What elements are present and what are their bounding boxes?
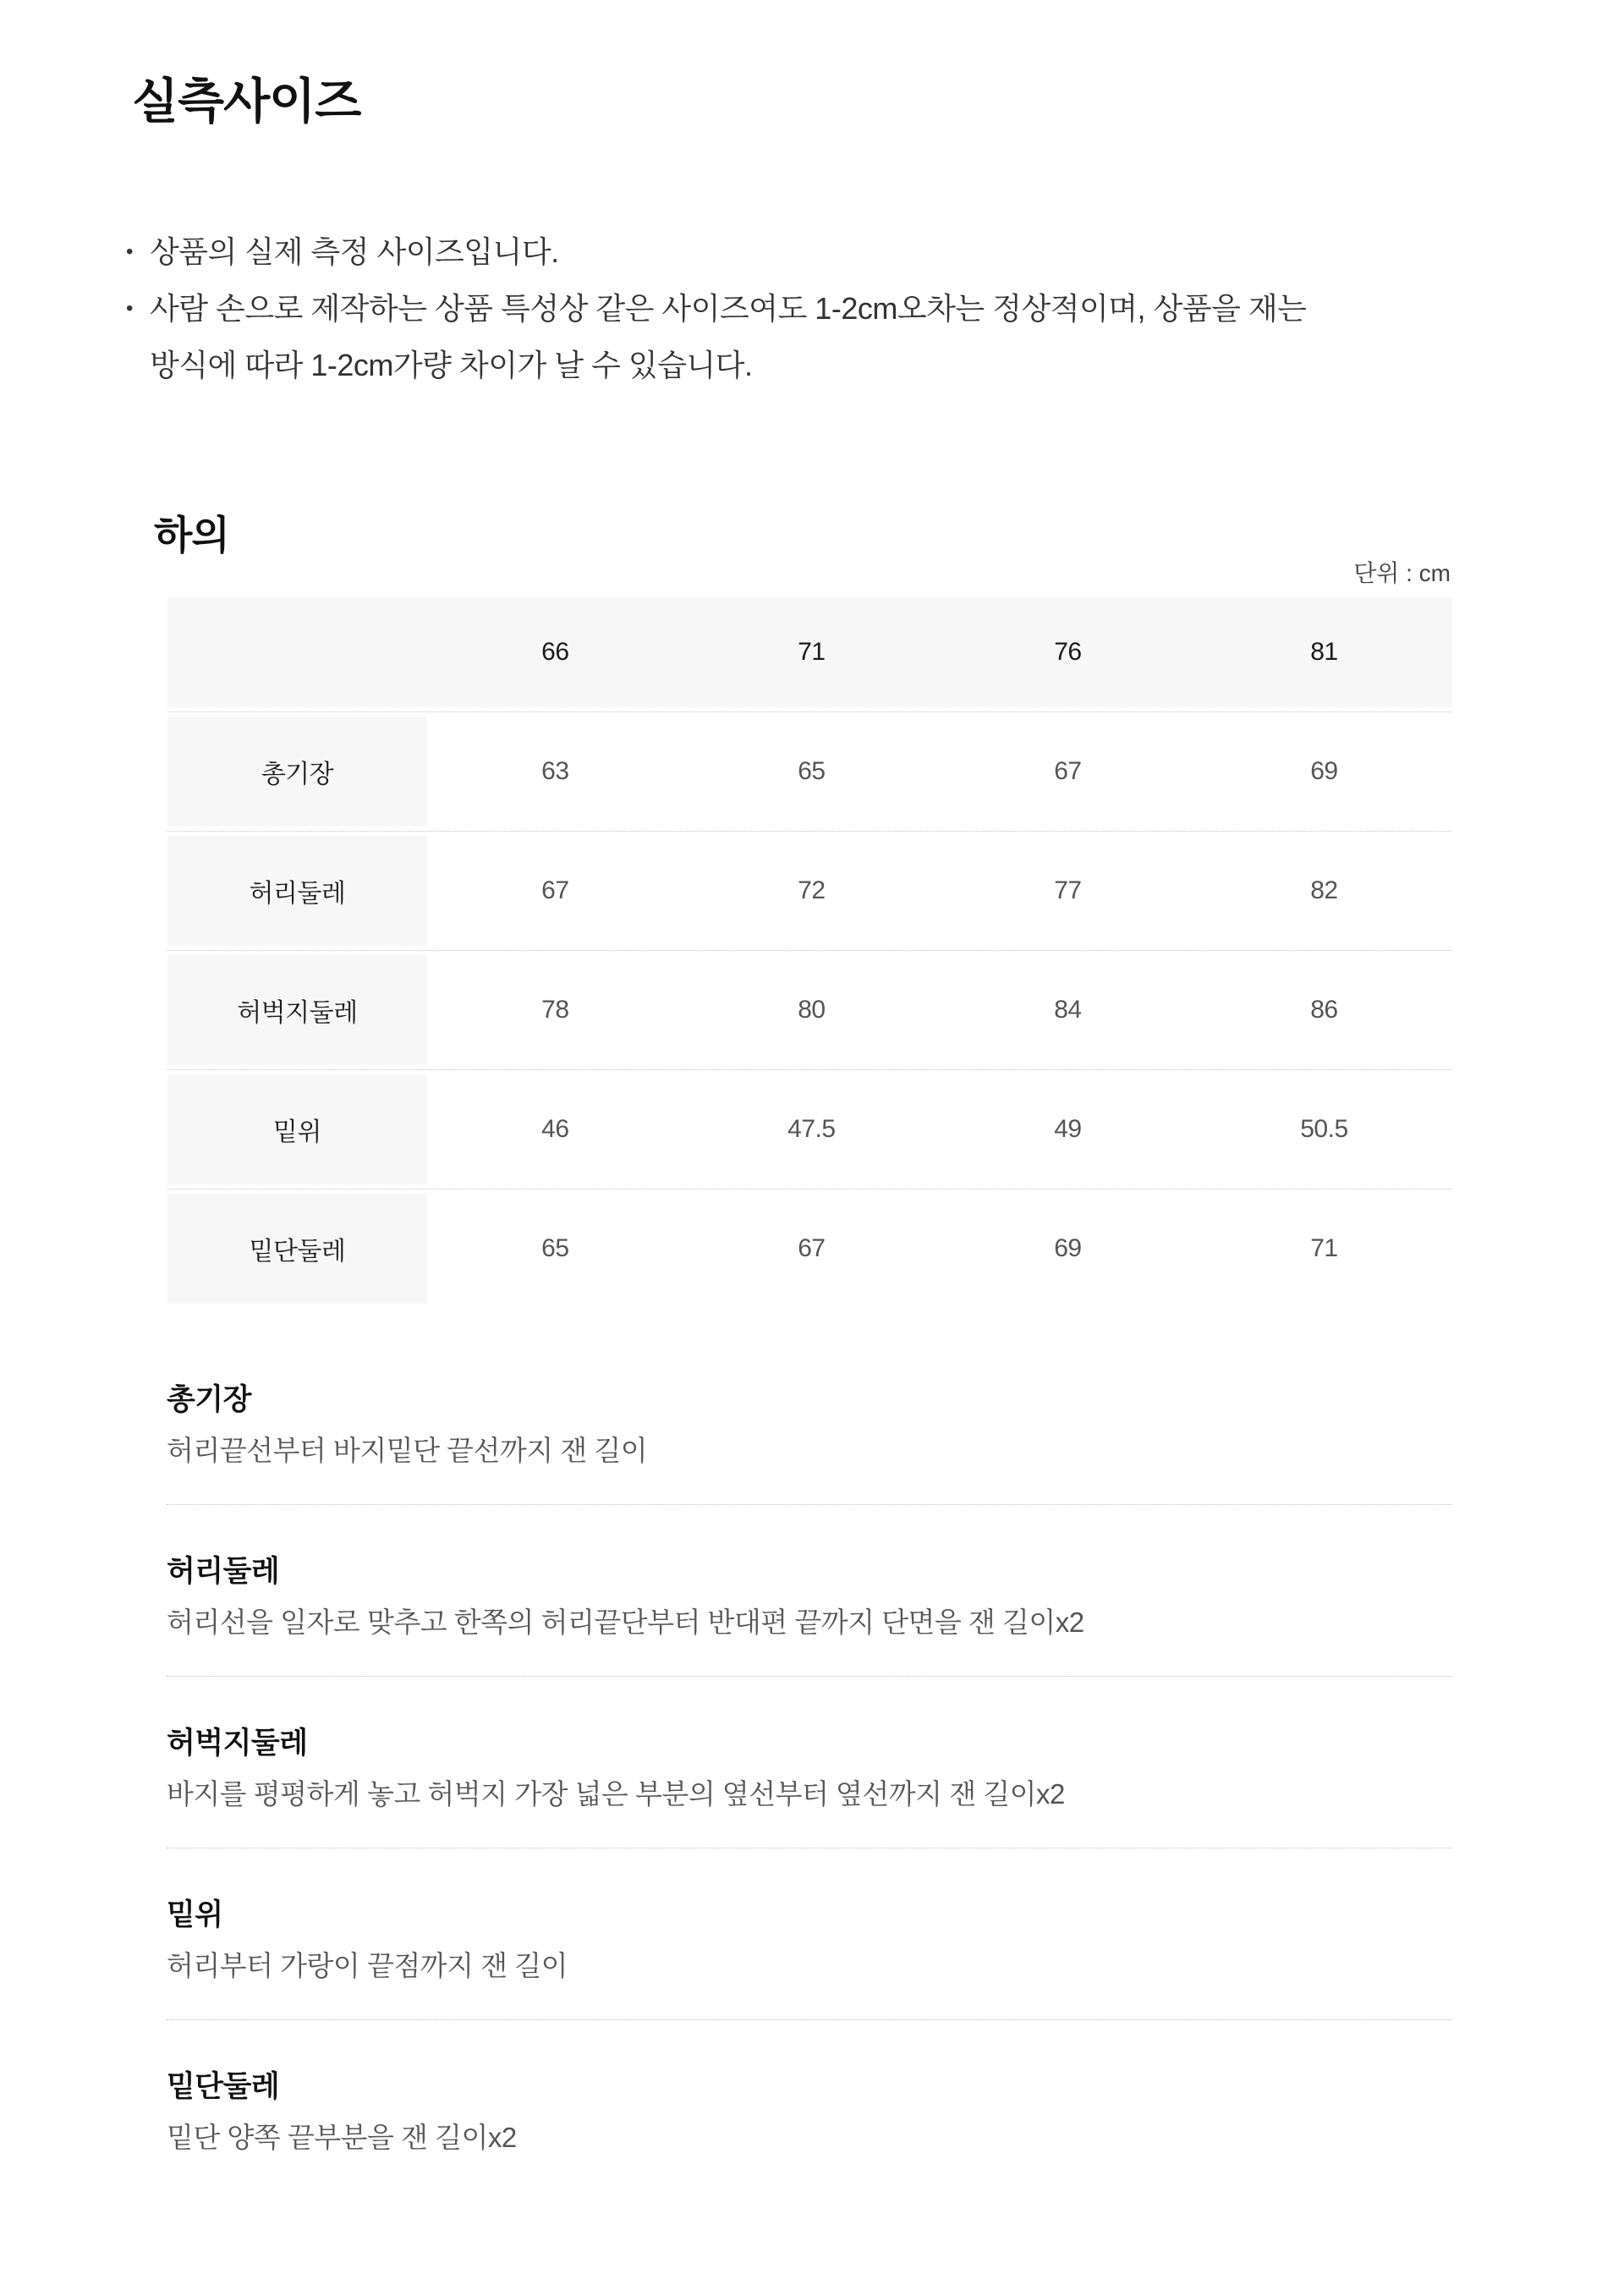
definition-description: 허리선을 일자로 맞추고 한쪽의 허리끝단부터 반대편 끝까지 단면을 잰 길이x2 <box>167 1607 1084 1638</box>
section-heading-bottoms: 하의 <box>154 513 229 558</box>
row-label: 허벅지둘레 <box>167 951 427 1069</box>
table-row <box>167 1069 1452 1189</box>
definition-term: 허벅지둘레 <box>167 1727 308 1760</box>
cell-value: 50.5 <box>1300 1115 1348 1143</box>
cell-value: 69 <box>1310 757 1338 785</box>
table-row <box>167 950 1452 1069</box>
cell-value: 46 <box>541 1115 569 1143</box>
cell-value: 49 <box>1054 1115 1082 1143</box>
definition-item <box>167 1381 1452 1505</box>
row-label: 허리둘레 <box>167 832 427 950</box>
table-header-row <box>167 593 1452 711</box>
definition-item <box>167 1677 1452 1848</box>
cell-value: 67 <box>541 876 569 904</box>
size-guide-page <box>0 74 1624 2274</box>
unit-label: 단위 : cm <box>1353 560 1451 586</box>
definition-item <box>167 2020 1452 2191</box>
cell-value: 47.5 <box>787 1115 836 1143</box>
cell-value: 72 <box>798 876 826 904</box>
row-label: 총기장 <box>167 712 427 831</box>
definition-description: 허리부터 가랑이 끝점까지 잰 길이 <box>167 1950 568 1981</box>
definition-item <box>167 1505 1452 1677</box>
definition-description: 밑단 양쪽 끝부분을 잰 길이x2 <box>167 2122 517 2153</box>
table-row <box>167 831 1452 950</box>
cell-value: 84 <box>1054 996 1082 1024</box>
definition-description: 허리끝선부터 바지밑단 끝선까지 잰 길이 <box>167 1435 648 1466</box>
bullet-icon: • <box>126 240 133 263</box>
cell-value: 78 <box>541 996 569 1024</box>
note-item <box>124 280 1334 393</box>
row-label: 밑단둘레 <box>167 1189 427 1308</box>
cell-value: 67 <box>798 1234 826 1262</box>
definition-term: 밑위 <box>167 1898 223 1931</box>
page-title: 실측사이즈 <box>132 74 361 129</box>
note-item <box>124 223 1334 280</box>
size-table <box>167 593 1452 1308</box>
table-header-corner-cell <box>167 593 427 711</box>
row-label: 밑위 <box>167 1070 427 1189</box>
table-column-header: 66 <box>427 593 683 711</box>
cell-value: 67 <box>1054 757 1082 785</box>
definition-term: 밑단둘레 <box>167 2070 280 2103</box>
definition-item <box>167 1848 1452 2020</box>
table-row <box>167 1189 1452 1308</box>
size-table-area <box>167 559 1452 1308</box>
cell-value: 80 <box>798 996 826 1024</box>
cell-value: 69 <box>1054 1234 1082 1262</box>
definition-term: 총기장 <box>167 1383 251 1416</box>
cell-value: 63 <box>541 757 569 785</box>
measurement-definitions <box>167 1381 1452 2191</box>
note-text: 상품의 실제 측정 사이즈입니다. <box>150 234 559 269</box>
table-column-header: 76 <box>940 593 1196 711</box>
table-row <box>167 711 1452 831</box>
cell-value: 65 <box>541 1234 569 1262</box>
cell-value: 77 <box>1054 876 1082 904</box>
cell-value: 82 <box>1310 876 1338 904</box>
definition-description: 바지를 평평하게 놓고 허벅지 가장 넓은 부분의 옆선부터 옆선까지 잰 길이x2 <box>167 1778 1065 1810</box>
cell-value: 65 <box>798 757 826 785</box>
bullet-icon: • <box>126 297 133 320</box>
cell-value: 71 <box>1310 1234 1338 1262</box>
table-column-header: 81 <box>1196 593 1452 711</box>
notes-list <box>124 223 1497 393</box>
table-column-header: 71 <box>683 593 940 711</box>
note-text: 사람 손으로 제작하는 상품 특성상 같은 사이즈여도 1-2cm오차는 정상적이며, 상품을 재는 방식에 따라 1-2cm가량 차이가 날 수 있습니다. <box>150 291 1307 382</box>
cell-value: 86 <box>1310 996 1338 1024</box>
definition-term: 허리둘레 <box>167 1555 280 1588</box>
